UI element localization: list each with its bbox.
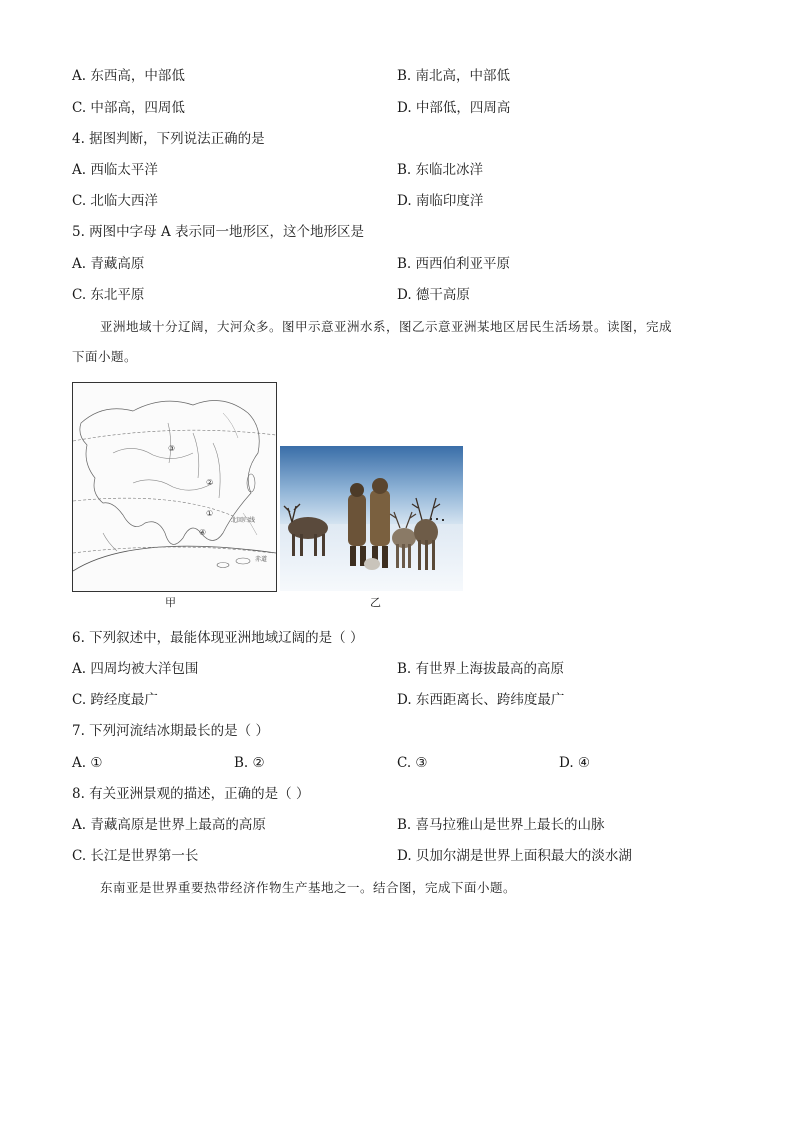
q6-option-c: C. 跨经度最广 (72, 692, 158, 708)
q4-option-a: A. 西临太平洋 (72, 162, 158, 178)
q7-option-d: D. ④ (559, 755, 591, 771)
q4-stem: 4. 据图判断，下列说法正确的是 (72, 131, 265, 147)
passage2-line1: 东南亚是世界重要热带经济作物生产基地之一。结合图，完成下面小题。 (100, 880, 517, 895)
q5-stem: 5. 两图中字母 A 表示同一地形区，这个地形区是 (72, 224, 365, 240)
q3-option-b: B. 南北高，中部低 (397, 68, 511, 84)
q5-option-a: A. 青藏高原 (72, 256, 145, 272)
q8-option-b: B. 喜马拉雅山是世界上最长的山脉 (397, 817, 605, 833)
map-label-3: ③ (168, 444, 176, 453)
q8-option-c: C. 长江是世界第一长 (72, 848, 199, 864)
q4-option-b: B. 东临北冰洋 (397, 162, 484, 178)
q5-option-b: B. 西西伯利亚平原 (397, 256, 511, 272)
map-label-equator: 赤道 (255, 556, 268, 563)
q8-option-d: D. 贝加尔湖是世界上面积最大的淡水湖 (397, 848, 632, 864)
passage1-line2: 下面小题。 (72, 349, 138, 364)
asia-water-system-map (72, 382, 277, 592)
q6-stem: 6. 下列叙述中，最能体现亚洲地域辽阔的是（ ） (72, 630, 364, 646)
map-caption: 甲 (165, 596, 176, 609)
passage1-line1: 亚洲地域十分辽阔，大河众多。图甲示意亚洲水系，图乙示意亚洲某地区居民生活场景。读图，完成 (100, 319, 673, 334)
q7-option-a: A. ① (72, 755, 103, 771)
map-label-2: ② (206, 478, 214, 487)
q3-option-d: D. 中部低，四周高 (397, 100, 511, 116)
map-label-4: ④ (199, 528, 207, 537)
q6-option-b: B. 有世界上海拔最高的高原 (397, 661, 565, 677)
q8-stem: 8. 有关亚洲景观的描述，正确的是（ ） (72, 786, 310, 802)
map-label-tropic: 北回归线 (231, 517, 256, 524)
q5-option-d: D. 德干高原 (397, 287, 470, 303)
map-label-1: ① (206, 509, 214, 518)
q4-option-c: C. 北临大西洋 (72, 193, 158, 209)
reindeer-herders-photo (280, 446, 463, 591)
q8-option-a: A. 青藏高原是世界上最高的高原 (72, 817, 266, 833)
q3-option-a: A. 东西高，中部低 (72, 68, 185, 84)
q4-option-d: D. 南临印度洋 (397, 193, 484, 209)
q7-option-c: C. ③ (397, 755, 428, 771)
q3-option-c: C. 中部高，四周低 (72, 100, 185, 116)
q7-option-b: B. ② (234, 755, 265, 771)
q6-option-a: A. 四周均被大洋包围 (72, 661, 199, 677)
photo-caption: 乙 (370, 596, 381, 609)
q7-stem: 7. 下列河流结冰期最长的是（ ） (72, 723, 269, 739)
q6-option-d: D. 东西距离长、跨纬度最广 (397, 692, 565, 708)
q5-option-c: C. 东北平原 (72, 287, 145, 303)
